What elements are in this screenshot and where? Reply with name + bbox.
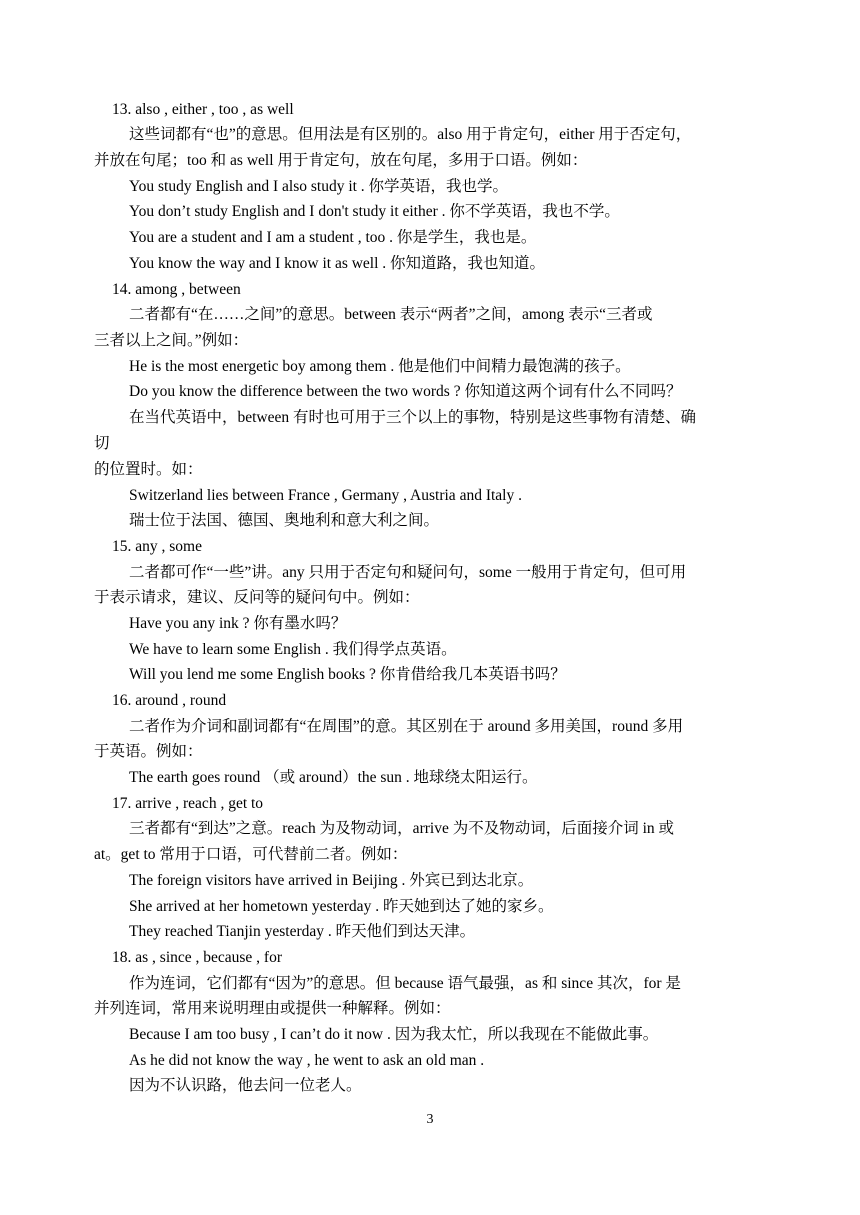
section-heading-13: 13. also , either , too , as well [112, 101, 294, 118]
paragraph-line: 二者都可作“一些”讲。any 只用于否定句和疑问句，some 一般用于肯定句，但可用 [129, 564, 687, 581]
example-sentence: 瑞士位于法国、德国、奥地利和意大利之间。 [129, 512, 440, 529]
paragraph-line: 二者作为介词和副词都有“在周围”的意。其区别在于 around 多用美国，round 多用 [129, 718, 684, 735]
paragraph-line: 切 [94, 435, 110, 452]
example-sentence: Because I am too busy , I can’t do it now . 因为我太忙，所以我现在不能做此事。 [129, 1026, 659, 1043]
example-sentence: You know the way and I know it as well . 你知道路，我也知道。 [129, 255, 546, 272]
example-sentence: You study English and I also study it . 你学英语，我也学。 [129, 178, 509, 195]
paragraph-line: 这些词都有“也”的意思。但用法是有区别的。also 用于肯定句，either 用于否定句， [129, 126, 692, 143]
paragraph-line: 二者都有“在……之间”的意思。between 表示“两者”之间，among 表示“三者或 [129, 306, 653, 323]
paragraph-line: at。get to 常用于口语，可代替前二者。例如： [94, 846, 408, 863]
example-sentence: As he did not know the way , he went to ask an old man . [129, 1052, 485, 1069]
paragraph-line: 在当代英语中，between 有时也可用于三个以上的事物，特别是这些事物有清楚、确 [129, 409, 697, 426]
example-sentence: Will you lend me some English books ? 你肯借给我几本英语书吗？ [129, 666, 566, 683]
example-sentence: She arrived at her hometown yesterday . 昨天她到达了她的家乡。 [129, 898, 554, 915]
example-sentence: You are a student and I am a student , too . 你是学生，我也是。 [129, 229, 537, 246]
paragraph-line: 作为连词，它们都有“因为”的意思。但 because 语气最强，as 和 since 其次，for 是 [129, 975, 681, 992]
paragraph-line: 于表示请求，建议、反问等的疑问句中。例如： [94, 589, 420, 606]
paragraph-line: 并放在句尾；too 和 as well 用于肯定句，放在句尾，多用于口语。例如： [94, 152, 588, 169]
example-sentence: 因为不认识路，他去问一位老人。 [129, 1077, 362, 1094]
section-heading-15: 15. any , some [112, 538, 202, 555]
example-sentence: Switzerland lies between France , Germany , Austria and Italy . [129, 487, 522, 504]
example-sentence: We have to learn some English . 我们得学点英语。 [129, 641, 457, 658]
example-sentence: The foreign visitors have arrived in Beijing . 外宾已到达北京。 [129, 872, 534, 889]
section-heading-17: 17. arrive , reach , get to [112, 795, 264, 812]
example-sentence: He is the most energetic boy among them . 他是他们中间精力最饱满的孩子。 [129, 358, 631, 375]
paragraph-line: 并列连词，常用来说明理由或提供一种解释。例如： [94, 1000, 451, 1017]
example-sentence: Do you know the difference between the two words ? 你知道这两个词有什么不同吗？ [129, 383, 682, 400]
section-heading-14: 14. among , between [112, 281, 241, 298]
example-sentence: They reached Tianjin yesterday . 昨天他们到达天津。 [129, 923, 476, 940]
paragraph-line: 三者以上之间。”例如： [94, 332, 249, 349]
example-sentence: You don’t study English and I don't study it either . 你不学英语，我也不学。 [129, 203, 620, 220]
section-heading-16: 16. around , round [112, 692, 227, 709]
example-sentence: The earth goes round （或 around）the sun . 地球绕太阳运行。 [129, 769, 538, 786]
paragraph-line: 的位置时。如： [94, 461, 203, 478]
paragraph-line: 于英语。例如： [94, 743, 203, 760]
paragraph-line: 三者都有“到达”之意。reach 为及物动词，arrive 为不及物动词，后面接介词 in 或 [129, 820, 675, 837]
page-number: 3 [426, 1112, 434, 1127]
example-sentence: Have you any ink ? 你有墨水吗？ [129, 615, 347, 632]
section-heading-18: 18. as , since , because , for [112, 949, 283, 966]
